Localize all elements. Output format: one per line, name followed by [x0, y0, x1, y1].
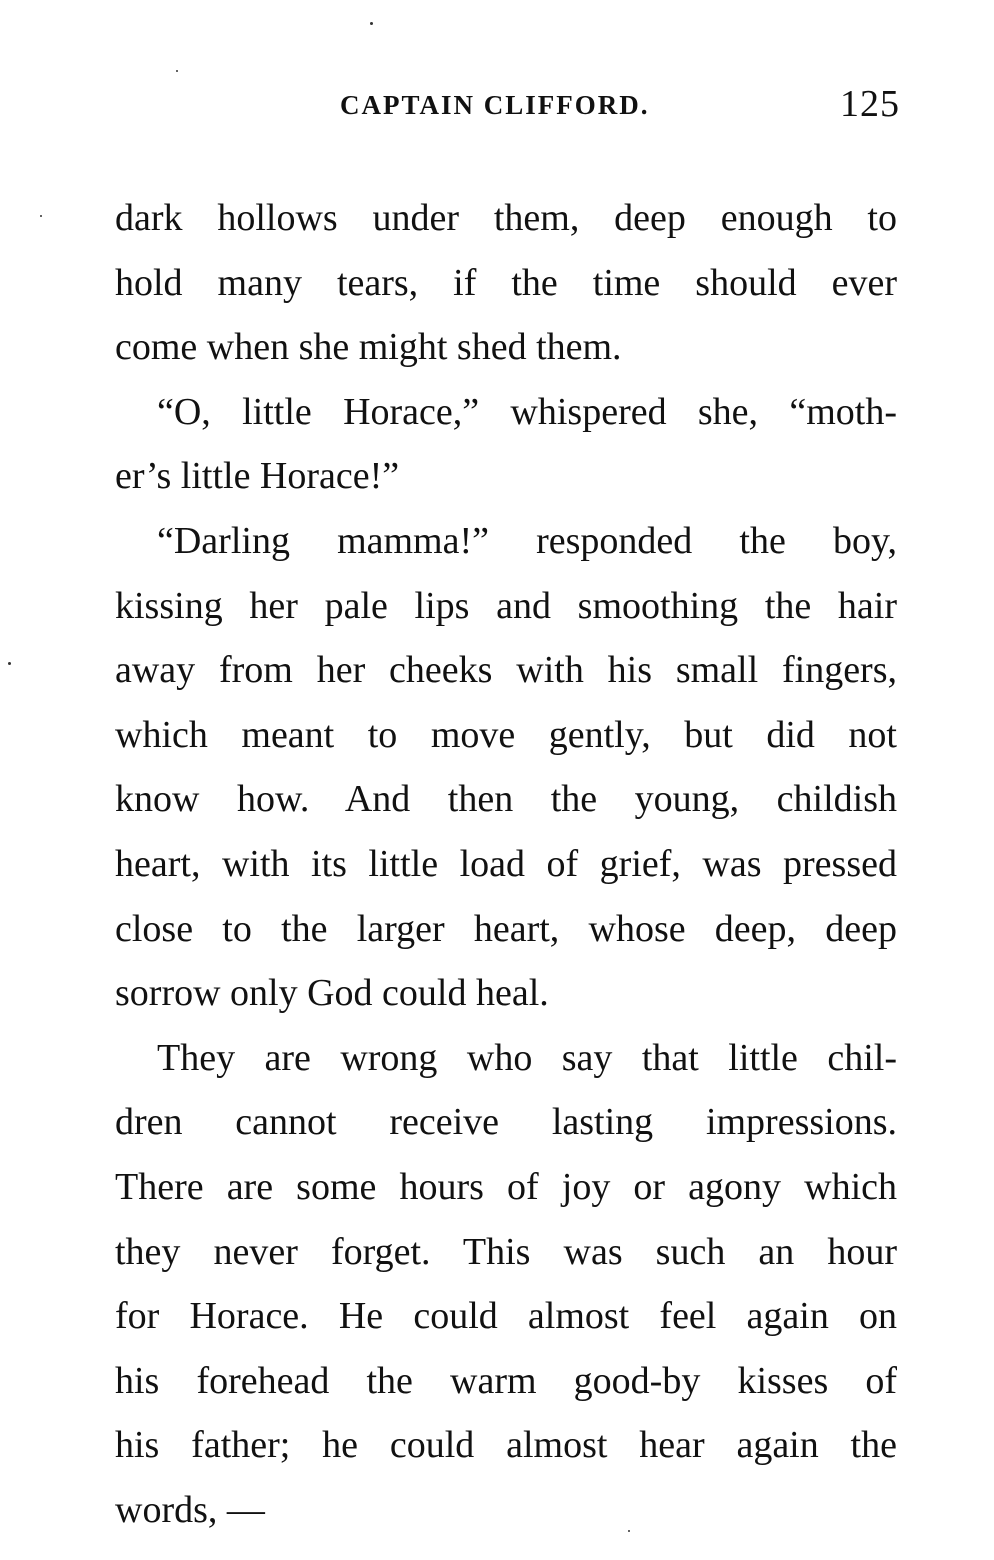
paper-speck — [8, 662, 11, 665]
paper-speck — [628, 1530, 630, 1532]
text-line: hold many tears, if the time should ever — [115, 261, 897, 304]
running-title: CAPTAIN CLIFFORD. — [340, 90, 650, 120]
text-line: words, — — [115, 1488, 265, 1531]
paper-speck — [40, 215, 42, 217]
text-line: They are wrong who say that little chil- — [157, 1036, 897, 1079]
text-line: which meant to move gently, but did not — [115, 713, 897, 756]
text-line: know how. And then the young, childish — [115, 778, 897, 821]
text-line: close to the larger heart, whose deep, deep — [115, 907, 897, 950]
text-line: come when she might shed them. — [115, 326, 622, 369]
text-line: his father; he could almost hear again the — [115, 1424, 897, 1467]
text-line: There are some hours of joy or agony which — [115, 1165, 897, 1208]
body-text — [115, 186, 897, 1542]
running-head — [340, 82, 900, 132]
text-line: dark hollows under them, deep enough to — [115, 197, 897, 239]
text-line: er’s little Horace!” — [115, 455, 400, 498]
page-number: 125 — [840, 83, 900, 125]
text-line: away from her cheeks with his small fingers, — [115, 649, 897, 692]
text-line: for Horace. He could almost feel again on — [115, 1295, 897, 1338]
text-line: dren cannot receive lasting impressions. — [115, 1101, 897, 1144]
paper-speck — [176, 70, 178, 72]
text-line: kissing her pale lips and smoothing the hair — [115, 584, 897, 627]
text-line: “O, little Horace,” whispered she, “moth- — [157, 390, 897, 433]
text-line: they never forget. This was such an hour — [115, 1230, 897, 1273]
text-line: heart, with its little load of grief, was pressed — [115, 842, 897, 885]
paper-speck — [370, 22, 373, 25]
text-line: his forehead the warm good-by kisses of — [115, 1359, 897, 1402]
text-line: sorrow only God could heal. — [115, 972, 549, 1015]
text-line: “Darling mamma!” responded the boy, — [157, 519, 897, 562]
